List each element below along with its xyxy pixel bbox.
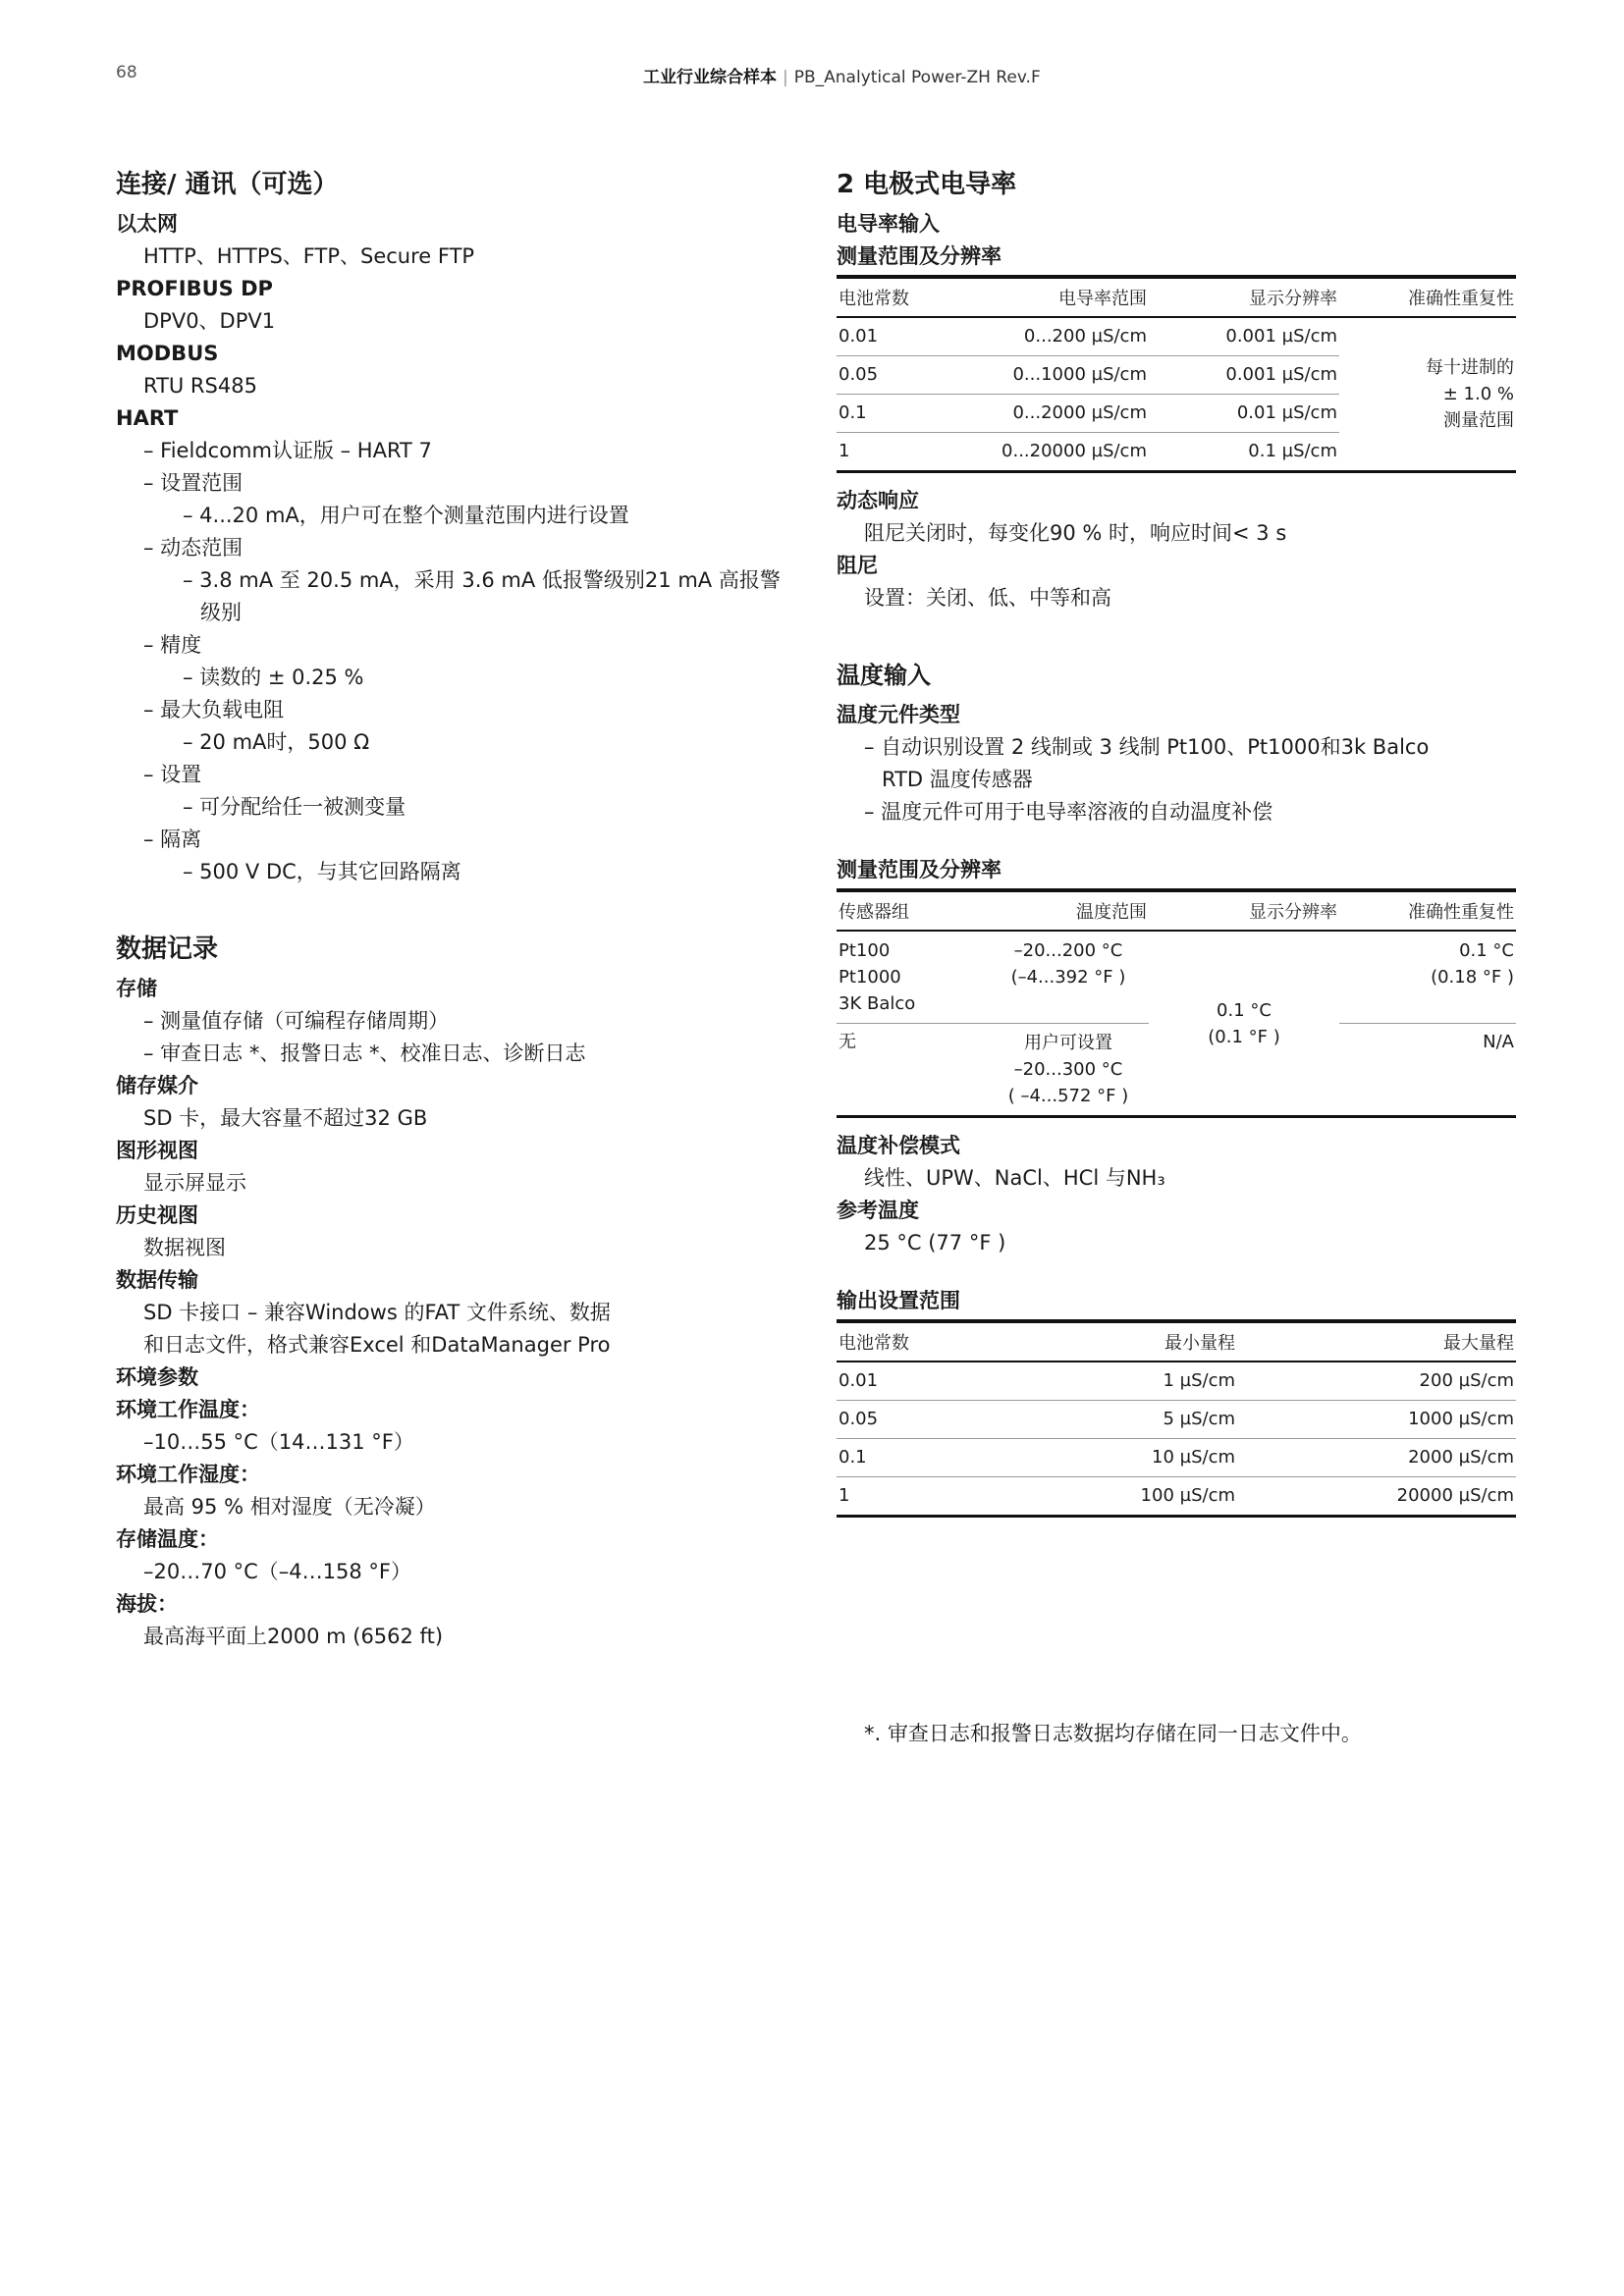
hart-subitem: – 可分配给任一被测变量	[183, 795, 406, 819]
accuracy-line: (0.18 °F )	[1431, 967, 1514, 988]
document-title	[643, 63, 1041, 87]
output-range-table	[837, 1319, 1516, 1518]
col-header: 电池常数	[837, 277, 988, 317]
temp-type-item: – 温度元件可用于电导率溶液的自动温度补偿	[864, 800, 1273, 824]
col-header: 电导率范围	[988, 277, 1149, 317]
temperature-table	[837, 888, 1516, 1118]
storage-item: – 审查日志 *、报警日志 *、校准日志、诊断日志	[143, 1041, 586, 1065]
history-heading: 历史视图	[116, 1203, 198, 1227]
col-header: 准确性重复性	[1339, 277, 1516, 317]
damping-heading: 阻尼	[837, 554, 878, 577]
hart-subitem-cont: 级别	[200, 601, 242, 624]
cell: 1	[837, 433, 988, 472]
cell: 10 µS/cm	[1037, 1439, 1237, 1477]
accuracy-na: N/A	[1339, 1024, 1516, 1117]
resolution-line: (0.1 °F )	[1208, 1026, 1280, 1047]
left-column	[116, 167, 803, 1653]
cell: 0.1	[837, 1439, 1037, 1477]
cell: 0.01 µS/cm	[1149, 395, 1339, 433]
output-range-heading: 输出设置范围	[837, 1289, 960, 1312]
col-header: 显示分辨率	[1149, 890, 1339, 931]
storage-heading: 存储	[116, 977, 157, 1000]
range-line: –20...200 °C	[1013, 940, 1123, 961]
hart-subitem: – 3.8 mA 至 20.5 mA，采用 3.6 mA 低报警级别21 mA 高报警	[183, 568, 781, 592]
col-header: 电池常数	[837, 1321, 1037, 1362]
storage-item: – 测量值存储（可编程存储周期）	[143, 1009, 450, 1033]
ref-temp-value: 25 °C (77 °F )	[864, 1231, 1006, 1255]
cell: 20000 µS/cm	[1237, 1477, 1516, 1517]
page-number: 68	[116, 63, 137, 82]
media-value: SD 卡，最大容量不超过32 GB	[143, 1106, 428, 1130]
cell: 1 µS/cm	[1037, 1362, 1237, 1401]
range-line: –20...300 °C	[1013, 1059, 1123, 1080]
conductivity-table	[837, 275, 1516, 473]
range-line: (–4...392 °F )	[1010, 967, 1126, 988]
transfer-value-line1: SD 卡接口 – 兼容Windows 的FAT 文件系统、数据	[143, 1301, 611, 1324]
repeat-line: 测量范围	[1443, 410, 1514, 431]
cell: 5 µS/cm	[1037, 1401, 1237, 1439]
transfer-heading: 数据传输	[116, 1268, 198, 1292]
range-cell	[988, 1024, 1149, 1117]
storage-temp-heading: 存储温度：	[116, 1527, 219, 1551]
range-line: 用户可设置	[1024, 1033, 1112, 1053]
cell: 0.001 µS/cm	[1149, 317, 1339, 356]
hart-subitem: – 500 V DC，与其它回路隔离	[183, 860, 461, 883]
table-row	[837, 931, 1516, 1024]
hart-item: – 设置	[143, 763, 202, 786]
table-row	[837, 1477, 1516, 1517]
temp-type-item-cont: RTD 温度传感器	[882, 768, 1033, 791]
ethernet-value: HTTP、HTTPS、FTP、Secure FTP	[143, 244, 475, 268]
cell: 0...20000 µS/cm	[988, 433, 1149, 472]
ref-temp-heading: 参考温度	[837, 1199, 919, 1222]
hart-item: – 设置范围	[143, 471, 244, 495]
cell: 0.05	[837, 356, 988, 395]
modbus-value: RTU RS485	[143, 374, 257, 398]
hart-item: – 动态范围	[143, 536, 244, 560]
table-row	[837, 317, 1516, 356]
table-row	[837, 1439, 1516, 1477]
sensor-name: 3K Balco	[839, 993, 916, 1014]
range-line: ( –4...572 °F )	[1007, 1086, 1129, 1106]
log-title: 数据记录	[116, 934, 219, 964]
conn-title: 连接/ 通讯（可选）	[116, 170, 339, 199]
cell: 0.1 µS/cm	[1149, 433, 1339, 472]
altitude-heading: 海拔：	[116, 1592, 178, 1616]
col-header: 最大量程	[1237, 1321, 1516, 1362]
comp-mode-value: 线性、UPW、NaCl、HCl 与NH₃	[864, 1166, 1165, 1190]
op-temp-value: –10…55 °C（14…131 °F）	[143, 1430, 414, 1454]
cell: 200 µS/cm	[1237, 1362, 1516, 1401]
dynamic-response-value: 阻尼关闭时，每变化90 % 时，响应时间< 3 s	[864, 521, 1287, 545]
cell: 0...1000 µS/cm	[988, 356, 1149, 395]
conductivity-title: 2 电极式电导率	[837, 170, 1017, 199]
cell: 0.01	[837, 317, 988, 356]
col-header: 温度范围	[988, 890, 1149, 931]
modbus-heading: MODBUS	[116, 342, 219, 365]
dynamic-response-heading: 动态响应	[837, 489, 919, 512]
cell: 100 µS/cm	[1037, 1477, 1237, 1517]
hart-subitem: – 4...20 mA，用户可在整个测量范围内进行设置	[183, 504, 629, 527]
accuracy-cell	[1339, 931, 1516, 1024]
cond-input-heading: 电导率输入	[837, 212, 940, 236]
cell: 1000 µS/cm	[1237, 1401, 1516, 1439]
hart-heading: HART	[116, 406, 179, 430]
sensor-name: Pt1000	[839, 967, 901, 988]
cell: 0...2000 µS/cm	[988, 395, 1149, 433]
repeat-line: 每十进制的	[1426, 357, 1514, 378]
hart-subitem: – 20 mA时，500 Ω	[183, 730, 370, 754]
storage-temp-value: –20…70 °C（–4…158 °F）	[143, 1560, 411, 1583]
damping-value: 设置：关闭、低、中等和高	[864, 586, 1111, 610]
cell: 0.01	[837, 1362, 1037, 1401]
env-heading: 环境参数	[116, 1365, 198, 1389]
profibus-value: DPV0、DPV1	[143, 309, 276, 333]
table-row	[837, 1401, 1516, 1439]
cell: 0...200 µS/cm	[988, 317, 1149, 356]
accuracy-line: 0.1 °C	[1459, 940, 1514, 961]
altitude-value: 最高海平面上2000 m (6562 ft)	[143, 1625, 444, 1648]
graph-value: 显示屏显示	[143, 1171, 246, 1195]
cell: 0.001 µS/cm	[1149, 356, 1339, 395]
graph-heading: 图形视图	[116, 1139, 198, 1162]
col-header: 准确性重复性	[1339, 890, 1516, 931]
sensor-none: 无	[837, 1024, 988, 1117]
temp-input-title: 温度输入	[837, 662, 931, 689]
title-rest: PB_Analytical Power-ZH Rev.F	[793, 68, 1041, 87]
repeat-line: ± 1.0 %	[1442, 384, 1514, 404]
cond-range-heading: 测量范围及分辨率	[837, 244, 1001, 268]
hart-item: – 精度	[143, 633, 202, 657]
footnote: *. 审查日志和报警日志数据均存储在同一日志文件中。	[864, 1722, 1362, 1745]
hart-item: – 最大负载电阻	[143, 698, 285, 721]
right-column	[837, 167, 1524, 1518]
cell: 0.1	[837, 395, 988, 433]
resolution-line: 0.1 °C	[1217, 999, 1272, 1021]
profibus-heading: PROFIBUS DP	[116, 277, 273, 300]
range-cell	[988, 931, 1149, 1024]
temp-range-heading: 测量范围及分辨率	[837, 858, 1001, 881]
cell: 0.05	[837, 1401, 1037, 1439]
cell: 2000 µS/cm	[1237, 1439, 1516, 1477]
col-header: 显示分辨率	[1149, 277, 1339, 317]
sensor-cell	[837, 931, 988, 1024]
temp-type-item: – 自动识别设置 2 线制或 3 线制 Pt100、Pt1000和3k Balco	[864, 735, 1430, 759]
title-separator: |	[783, 68, 788, 87]
transfer-value-line2: 和日志文件，格式兼容Excel 和DataManager Pro	[143, 1333, 611, 1357]
cell: 1	[837, 1477, 1037, 1517]
ethernet-heading: 以太网	[116, 212, 178, 236]
col-header: 最小量程	[1037, 1321, 1237, 1362]
resolution-cell	[1149, 931, 1339, 1117]
title-bold: 工业行业综合样本	[643, 68, 777, 87]
history-value: 数据视图	[143, 1236, 226, 1259]
sensor-name: Pt100	[839, 940, 891, 961]
hart-item: – Fieldcomm认证版 – HART 7	[143, 439, 432, 462]
repeatability-cell	[1339, 317, 1516, 472]
hart-item: – 隔离	[143, 828, 202, 851]
temp-type-heading: 温度元件类型	[837, 703, 960, 726]
op-humidity-heading: 环境工作湿度：	[116, 1463, 260, 1486]
comp-mode-heading: 温度补偿模式	[837, 1134, 960, 1157]
op-temp-heading: 环境工作温度：	[116, 1398, 260, 1421]
hart-subitem: – 读数的 ± 0.25 %	[183, 666, 364, 689]
op-humidity-value: 最高 95 % 相对湿度（无冷凝）	[143, 1495, 436, 1519]
col-header: 传感器组	[837, 890, 988, 931]
table-row	[837, 1362, 1516, 1401]
media-heading: 储存媒介	[116, 1074, 198, 1097]
